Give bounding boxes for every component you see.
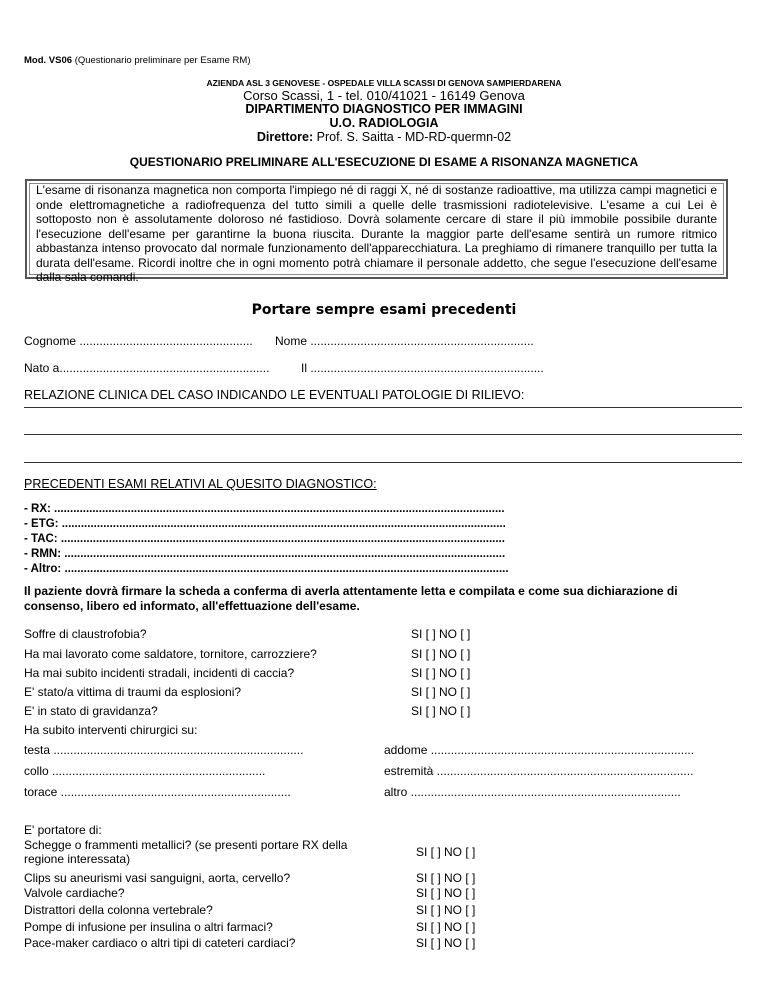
question-schegge: Schegge o frammenti metallici? (se presenti portare RX della bbox=[24, 838, 348, 852]
question-distrattori: Distrattori della colonna vertebrale? bbox=[24, 903, 213, 917]
questionnaire-title: QUESTIONARIO PRELIMINARE ALL'ESECUZIONE DI ESAME A RISONANZA MAGNETICA bbox=[129, 155, 639, 169]
question-gravidanza: E' in stato di gravidanza? bbox=[24, 704, 158, 718]
reminder-heading: Portare sempre esami precedenti bbox=[251, 302, 517, 318]
exam-tac-field[interactable]: - TAC: ........................................................................................................................................... bbox=[24, 533, 505, 545]
answer-pompe[interactable]: SI [ ] NO [ ] bbox=[416, 920, 476, 934]
previous-exams-label: PRECEDENTI ESAMI RELATIVI AL QUESITO DIAGNOSTICO: bbox=[24, 477, 377, 491]
question-valvole: Valvole cardiache? bbox=[24, 886, 125, 900]
question-clips: Clips su aneurismi vasi sanguigni, aorta, cervello? bbox=[24, 871, 291, 885]
surgery-label: Ha subito interventi chirurgici su: bbox=[24, 723, 198, 737]
form-code: Mod. VS06 (Questionario preliminare per Esame RM) bbox=[24, 55, 251, 66]
answer-incidenti[interactable]: SI [ ] NO [ ] bbox=[411, 666, 471, 680]
cognome-field[interactable]: Cognome .................................................... bbox=[24, 334, 253, 348]
answer-schegge[interactable]: SI [ ] NO [ ] bbox=[416, 845, 476, 859]
surgery-collo-field[interactable]: collo ................................................................ bbox=[24, 764, 266, 778]
clinical-report-label: RELAZIONE CLINICA DEL CASO INDICANDO LE EVENTUALI PATOLOGIE DI RILIEVO: bbox=[24, 388, 525, 402]
exam-etg-field[interactable]: - ETG: ........................................................................................................................................... bbox=[24, 518, 506, 530]
surgery-testa-field[interactable]: testa ........................................................................... bbox=[24, 743, 304, 757]
answer-valvole[interactable]: SI [ ] NO [ ] bbox=[416, 886, 476, 900]
department-name: DIPARTIMENTO DIAGNOSTICO PER IMMAGINI bbox=[245, 102, 523, 116]
carrier-label: E' portatore di: bbox=[24, 823, 102, 837]
unit-name: U.O. RADIOLOGIA bbox=[329, 116, 439, 130]
birthdate-field[interactable]: Il ...................................................................... bbox=[301, 361, 544, 375]
nome-field[interactable]: Nome ................................................................... bbox=[275, 334, 534, 348]
question-saldatore: Ha mai lavorato come saldatore, tornitore, carrozziere? bbox=[24, 647, 317, 661]
clinical-line-1[interactable] bbox=[24, 407, 742, 408]
intro-box bbox=[25, 179, 728, 284]
director-line: Direttore: Prof. S. Saitta - MD-RD-quermn-02 bbox=[256, 130, 512, 144]
answer-pacemaker[interactable]: SI [ ] NO [ ] bbox=[416, 936, 476, 950]
answer-distrattori[interactable]: SI [ ] NO [ ] bbox=[416, 903, 476, 917]
answer-gravidanza[interactable]: SI [ ] NO [ ] bbox=[411, 704, 471, 718]
birthplace-field[interactable]: Nato a............................................................... bbox=[24, 361, 270, 375]
surgery-estremita-field[interactable]: estremità ............................................................................. bbox=[384, 764, 694, 778]
question-claustrofobia: Soffre di claustrofobia? bbox=[24, 627, 147, 641]
hospital-address: Corso Scassi, 1 - tel. 010/41021 - 16149 Genova bbox=[243, 88, 525, 103]
surgery-altro-field[interactable]: altro ................................................................................. bbox=[384, 785, 681, 799]
hospital-name: AZIENDA ASL 3 GENOVESE - OSPEDALE VILLA SCASSI DI GENOVA SAMPIERDARENA bbox=[206, 78, 562, 88]
answer-esplosioni[interactable]: SI [ ] NO [ ] bbox=[411, 685, 471, 699]
exam-altro-field[interactable]: - Altro: ........................................................................................................................................... bbox=[24, 563, 509, 575]
exam-rx-field[interactable]: - RX: ............................................................................................................................................. bbox=[24, 503, 505, 515]
question-pompe: Pompe di infusione per insulina o altri farmaci? bbox=[24, 920, 273, 934]
question-pacemaker: Pace-maker cardiaco o altri tipi di cateteri cardiaci? bbox=[24, 936, 296, 950]
answer-clips[interactable]: SI [ ] NO [ ] bbox=[416, 871, 476, 885]
surgery-addome-field[interactable]: addome ............................................................................... bbox=[384, 743, 695, 757]
clinical-line-3[interactable] bbox=[24, 462, 742, 463]
question-schegge-line2: regione interessata) bbox=[24, 852, 131, 866]
intro-text: L'esame di risonanza magnetica non comporta l'impiego né di raggi X, né di sostanze radioattive, ma utilizza campi magnetici e onde elettromagnetiche a radiofrequenza del tutto simili a quelle delle trasmissioni radiotelevisive. L'esame a cui Lei è sottoposto non è assolutamente doloroso né fastidioso. Dovrà solamente cercare di stare il più immobile possibile durante l'esecuzione dell'esame per garantirne la buona riuscita. Durante la maggior parte dell'esame sentirà un rumore ritmico abbastanza intenso provocato dal normale funzionamento dell'apparecchiatura. La preghiamo di rimanere tranquillo per tutta la durata dell'esame. Ricordi inoltre che in ogni momento potrà chiamare il personale addetto, che segue l'esecuzione dell'esame dalla sala comandi. bbox=[36, 183, 717, 284]
question-esplosioni: E' stato/a vittima di traumi da esplosioni? bbox=[24, 685, 242, 699]
answer-claustrofobia[interactable]: SI [ ] NO [ ] bbox=[411, 627, 471, 641]
exam-rmn-field[interactable]: - RMN: .......................................................................................................................................... bbox=[24, 548, 506, 560]
surgery-torace-field[interactable]: torace ..................................................................... bbox=[24, 785, 291, 799]
signature-note: Il paziente dovrà firmare la scheda a conferma di averla attentamente letta e compilata e come sua dichiarazione di consenso, libero ed informato, all'effettuazione dell'esame. bbox=[24, 584, 678, 613]
question-incidenti: Ha mai subito incidenti stradali, incidenti di caccia? bbox=[24, 666, 295, 680]
answer-saldatore[interactable]: SI [ ] NO [ ] bbox=[411, 647, 471, 661]
clinical-line-2[interactable] bbox=[24, 434, 742, 435]
